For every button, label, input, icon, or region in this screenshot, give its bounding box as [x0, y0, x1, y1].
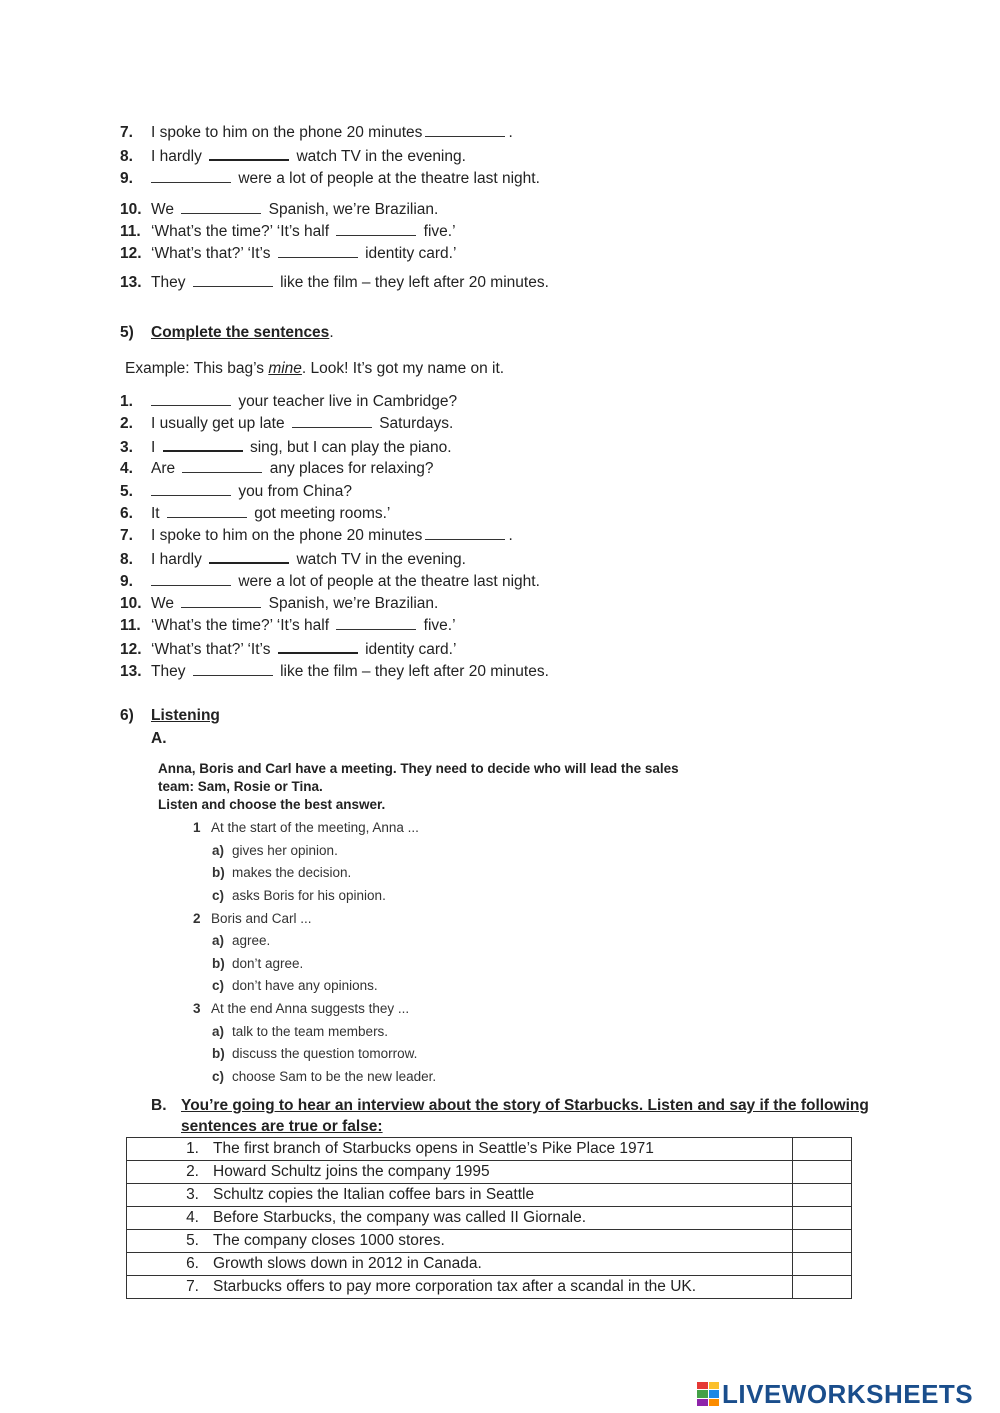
table-row: 4. Before Starbucks, the company was called II Giornale.: [127, 1207, 852, 1230]
table-row: 6. Growth slows down in 2012 in Canada.: [127, 1253, 852, 1276]
logo-tile: [709, 1390, 720, 1397]
top-item-10: 10. We Spanish, we’re Brazilian.: [120, 201, 439, 218]
answer-blank[interactable]: [151, 168, 231, 183]
answer-cell[interactable]: [793, 1207, 852, 1230]
s5-item-6: 6. It got meeting rooms.’: [120, 505, 391, 522]
answer-blank[interactable]: [292, 413, 372, 428]
answer-blank[interactable]: [193, 661, 273, 676]
answer-blank[interactable]: [167, 503, 247, 518]
logo-tile: [709, 1382, 720, 1389]
answer-cell[interactable]: [793, 1184, 852, 1207]
table-row: 3. Schultz copies the Italian coffee bars in Seattle: [127, 1184, 852, 1207]
s5-item-10: 10. We Spanish, we’re Brazilian.: [120, 595, 439, 612]
answer-blank[interactable]: [425, 122, 505, 137]
answer-cell[interactable]: [793, 1230, 852, 1253]
answer-blank[interactable]: [209, 548, 289, 564]
answer-cell[interactable]: [793, 1161, 852, 1184]
answer-blank[interactable]: [151, 571, 231, 586]
listening-question-1: 1 At the start of the meeting, Anna ...: [193, 820, 419, 835]
section-5-example: Example: This bag’s mine. Look! It’s got my name on it.: [125, 360, 505, 377]
logo-tile: [697, 1382, 708, 1389]
answer-blank[interactable]: [425, 525, 505, 540]
answer-blank[interactable]: [181, 593, 261, 608]
answer-blank[interactable]: [193, 272, 273, 287]
answer-blank[interactable]: [209, 145, 289, 161]
s5-item-8: 8. I hardly watch TV in the evening.: [120, 548, 466, 570]
answer-blank[interactable]: [278, 243, 358, 258]
listening-intro-line-3: Listen and choose the best answer.: [158, 797, 386, 812]
answer-blank[interactable]: [336, 221, 416, 236]
true-false-table: [126, 1137, 852, 1299]
s5-item-12: 12. ‘What’s that?’ ‘It’s identity card.’: [120, 638, 456, 660]
listening-question-2: 2 Boris and Carl ...: [193, 911, 312, 926]
section-5-heading: 5) Complete the sentences.: [120, 324, 334, 341]
part-a-label: A.: [151, 730, 167, 747]
answer-blank[interactable]: [278, 638, 358, 654]
option-1b[interactable]: b) makes the decision.: [212, 865, 352, 880]
option-3c[interactable]: c) choose Sam to be the new leader.: [212, 1069, 437, 1084]
option-3b[interactable]: b) discuss the question tomorrow.: [212, 1046, 418, 1061]
option-1a[interactable]: a) gives her opinion.: [212, 843, 338, 858]
section-6-heading: 6) Listening: [120, 707, 220, 724]
option-2b[interactable]: b) don’t agree.: [212, 956, 304, 971]
s5-item-9: 9. were a lot of people at the theatre last night.: [120, 573, 540, 590]
s5-item-7: 7. I spoke to him on the phone 20 minutes .: [120, 527, 513, 544]
part-b-heading: B. You’re going to hear an interview about the story of Starbucks. Listen and say if the following sentences are true or false:: [151, 1097, 869, 1135]
s5-item-1: 1. your teacher live in Cambridge?: [120, 393, 458, 410]
logo-icon: [697, 1382, 719, 1406]
s5-item-2: 2. I usually get up late Saturdays.: [120, 415, 454, 432]
option-2c[interactable]: c) don’t have any opinions.: [212, 978, 378, 993]
answer-blank[interactable]: [163, 436, 243, 452]
option-1c[interactable]: c) asks Boris for his opinion.: [212, 888, 386, 903]
logo-tile: [697, 1390, 708, 1397]
table-row: 7. Starbucks offers to pay more corporation tax after a scandal in the UK.: [127, 1276, 852, 1299]
answer-cell[interactable]: [793, 1253, 852, 1276]
s5-item-5: 5. you from China?: [120, 483, 353, 500]
answer-cell[interactable]: [793, 1138, 852, 1161]
s5-item-4: 4. Are any places for relaxing?: [120, 460, 434, 477]
listening-intro-line-1: Anna, Boris and Carl have a meeting. They need to decide who will lead the sales: [158, 761, 679, 776]
table-row: 2. Howard Schultz joins the company 1995: [127, 1161, 852, 1184]
answer-blank[interactable]: [151, 481, 231, 496]
answer-blank[interactable]: [182, 458, 262, 473]
table-row: 1. The first branch of Starbucks opens in Seattle’s Pike Place 1971: [127, 1138, 852, 1161]
listening-intro-line-2: team: Sam, Rosie or Tina.: [158, 779, 323, 794]
table-row: 5. The company closes 1000 stores.: [127, 1230, 852, 1253]
top-item-8: 8. I hardly watch TV in the evening.: [120, 145, 466, 167]
answer-cell[interactable]: [793, 1276, 852, 1299]
option-3a[interactable]: a) talk to the team members.: [212, 1024, 389, 1039]
s5-item-11: 11. ‘What’s the time?’ ‘It’s half five.’: [120, 617, 456, 634]
top-item-12: 12. ‘What’s that?’ ‘It’s identity card.’: [120, 245, 457, 262]
answer-blank[interactable]: [181, 199, 261, 214]
answer-blank[interactable]: [151, 391, 231, 406]
liveworksheets-logo: LIVEWORKSHEETS: [697, 1379, 973, 1409]
top-item-7: 7. I spoke to him on the phone 20 minutes .: [120, 124, 513, 141]
listening-question-3: 3 At the end Anna suggests they ...: [193, 1001, 410, 1016]
top-item-9: 9. were a lot of people at the theatre last night.: [120, 170, 540, 187]
s5-item-13: 13. They like the film – they left after 20 minutes.: [120, 663, 549, 680]
logo-tile: [697, 1399, 708, 1406]
answer-blank[interactable]: [336, 615, 416, 630]
logo-tile: [709, 1399, 720, 1406]
option-2a[interactable]: a) agree.: [212, 933, 271, 948]
top-item-11: 11. ‘What’s the time?’ ‘It’s half five.’: [120, 223, 456, 240]
top-item-13: 13. They like the film – they left after 20 minutes.: [120, 274, 549, 291]
s5-item-3: 3. I sing, but I can play the piano.: [120, 436, 452, 458]
